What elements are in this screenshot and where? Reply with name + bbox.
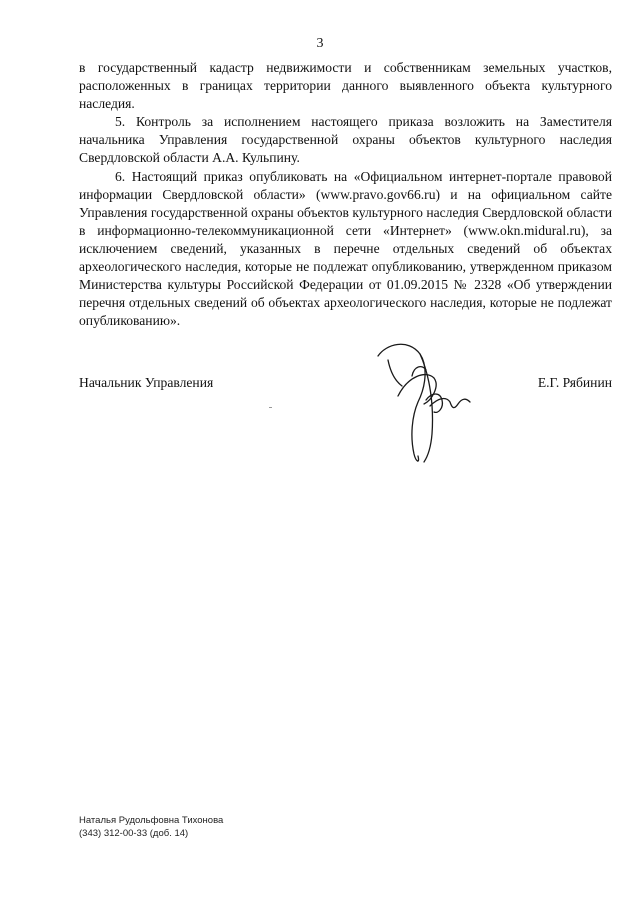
- paragraph-item-6: 6. Настоящий приказ опубликовать на «Официальном интернет-портале правовой информации Свердловской области» (www.pravo.gov66.ru) и на официальном сайте Управления государственной охраны объектов культурного наследия Свердловской области в информационно-телекоммуникационной сети «Интернет» (www.okn.midural.ru), за исключением сведений, указанных в перечне отдельных сведений об объектах археологического наследия, которые не подлежат опубликованию, утвержденном приказом Министерства культуры Российской Федерации от 01.09.2015 № 2328 «Об утверждении перечня отдельных сведений об объектах археологического наследия, которые не подлежат опубликованию».: [79, 168, 612, 329]
- scan-speck: [269, 407, 272, 408]
- handwritten-signature: [368, 336, 488, 476]
- contact-info: [79, 815, 223, 840]
- paragraph-item-5: 5. Контроль за исполнением настоящего приказа возложить на Заместителя начальника Управления государственной охраны объектов культурного наследия Свердловской области А.А. Кульпину.: [79, 114, 612, 166]
- paragraph-continuation: в государственный кадастр недвижимости и собственникам земельных участков, расположенных в границах территории данного выявленного объекта культурного наследия.: [79, 60, 612, 112]
- contact-person: Наталья Рудольфовна Тихонова: [79, 815, 224, 826]
- signatory-title: Начальник Управления: [79, 375, 214, 390]
- page-number: 3: [316, 36, 324, 51]
- document-body: [79, 59, 612, 330]
- signatory-name: Е.Г. Рябинин: [537, 375, 612, 390]
- contact-phone: (343) 312-00-33 (доб. 14): [79, 827, 189, 839]
